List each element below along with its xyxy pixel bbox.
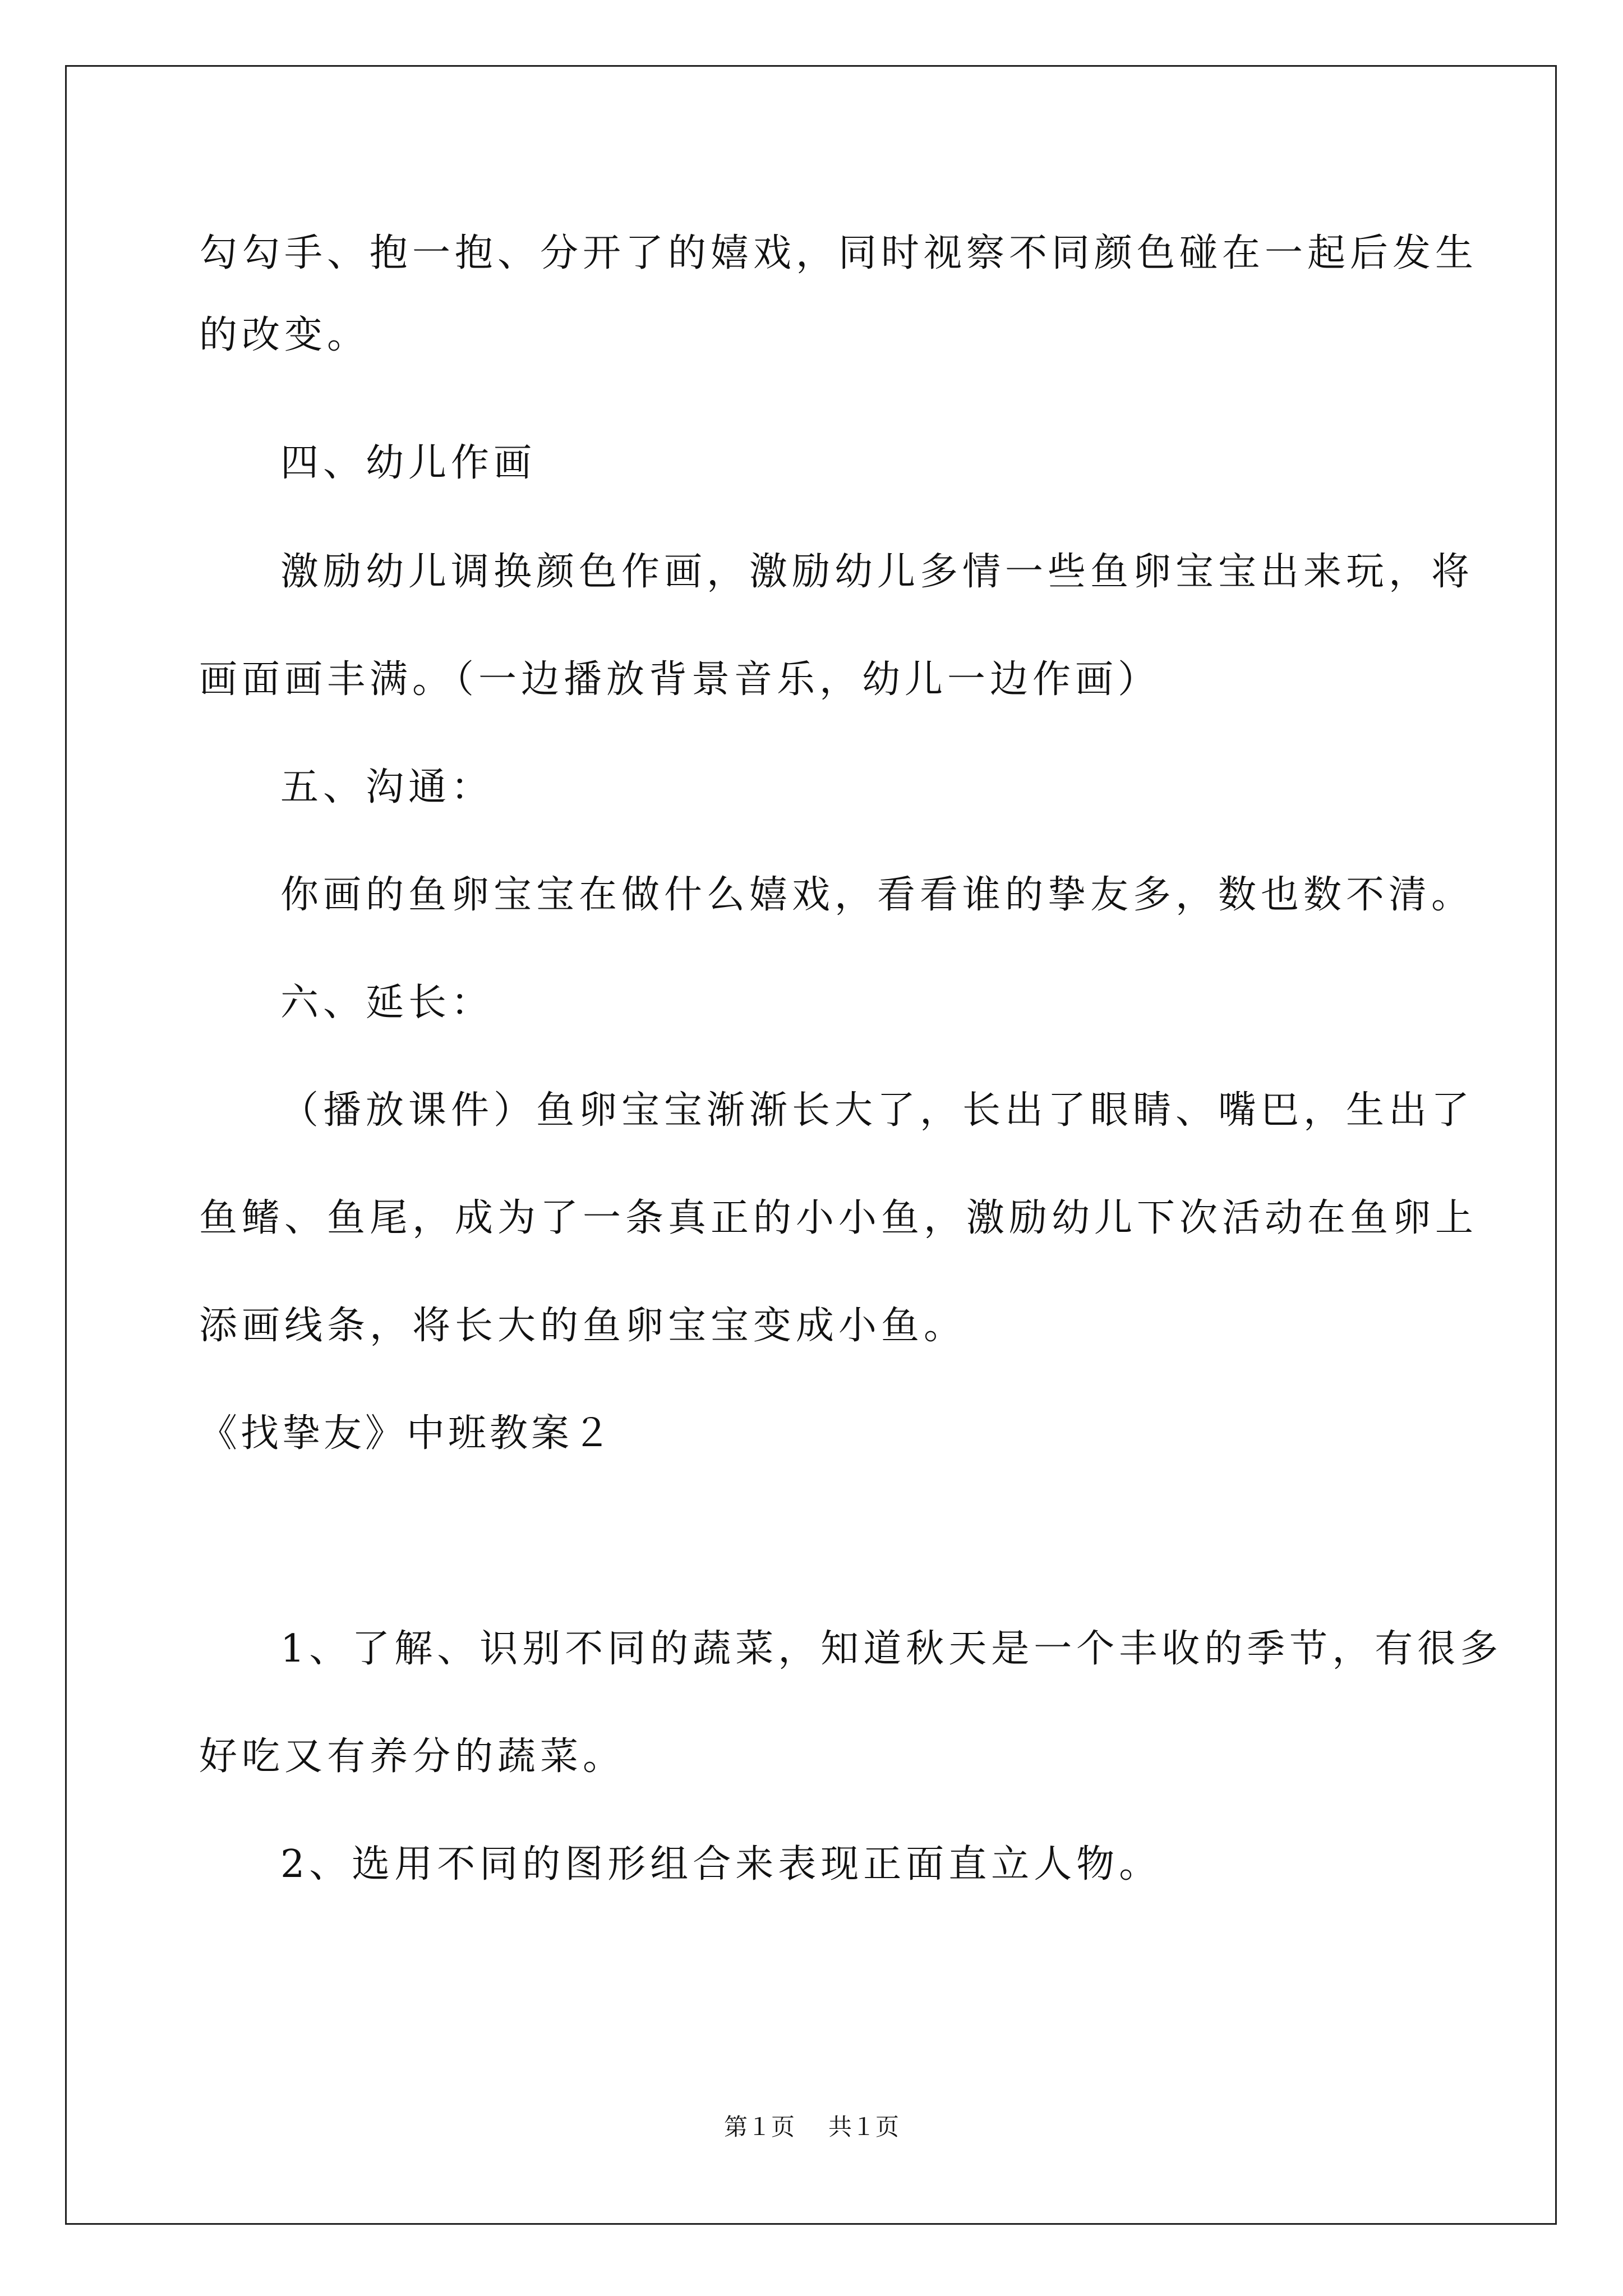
body-line-4: 画面画丰满。（一边播放背景音乐，幼儿一边作画） xyxy=(199,657,1161,702)
page-border xyxy=(65,65,1557,2225)
body-line-1: 勾勾手、抱一抱、分开了的嬉戏，同时视察不同颜色碰在一起后发生 xyxy=(199,231,1478,275)
body-line-3: 激励幼儿调换颜色作画，激励幼儿多情一些鱼卵宝宝出来玩，将 xyxy=(280,550,1474,594)
body-line-5: 你画的鱼卵宝宝在做什么嬉戏，看看谁的挚友多，数也数不清。 xyxy=(280,873,1474,917)
body-line-6: （播放课件）鱼卵宝宝渐渐长大了，长出了眼睛、嘴巴，生出了 xyxy=(280,1088,1474,1133)
body-line-2: 的改变。 xyxy=(199,313,370,357)
page-number: 第１页 xyxy=(723,2115,795,2141)
section-heading-5: 五、沟通： xyxy=(280,765,494,809)
section-heading-6: 六、延长： xyxy=(280,981,494,1025)
objective-2: 2、选用不同的图形组合来表现正面直立人物。 xyxy=(280,1842,1162,1887)
lesson-title: 《找挚友》中班教案２ xyxy=(199,1411,615,1456)
page-total: 共１页 xyxy=(828,2115,900,2141)
page-footer xyxy=(0,2114,1623,2142)
body-line-7: 鱼鳍、鱼尾，成为了一条真正的小小鱼，激励幼儿下次活动在鱼卵上 xyxy=(199,1196,1478,1240)
body-line-8: 添画线条，将长大的鱼卵宝宝变成小鱼。 xyxy=(199,1304,967,1348)
objective-1-line-2: 好吃又有养分的蔬菜。 xyxy=(199,1734,626,1779)
objective-1-line-1: 1、了解、识别不同的蔬菜，知道秋天是一个丰收的季节，有很多 xyxy=(280,1627,1503,1671)
section-heading-4: 四、幼儿作画 xyxy=(280,441,537,485)
